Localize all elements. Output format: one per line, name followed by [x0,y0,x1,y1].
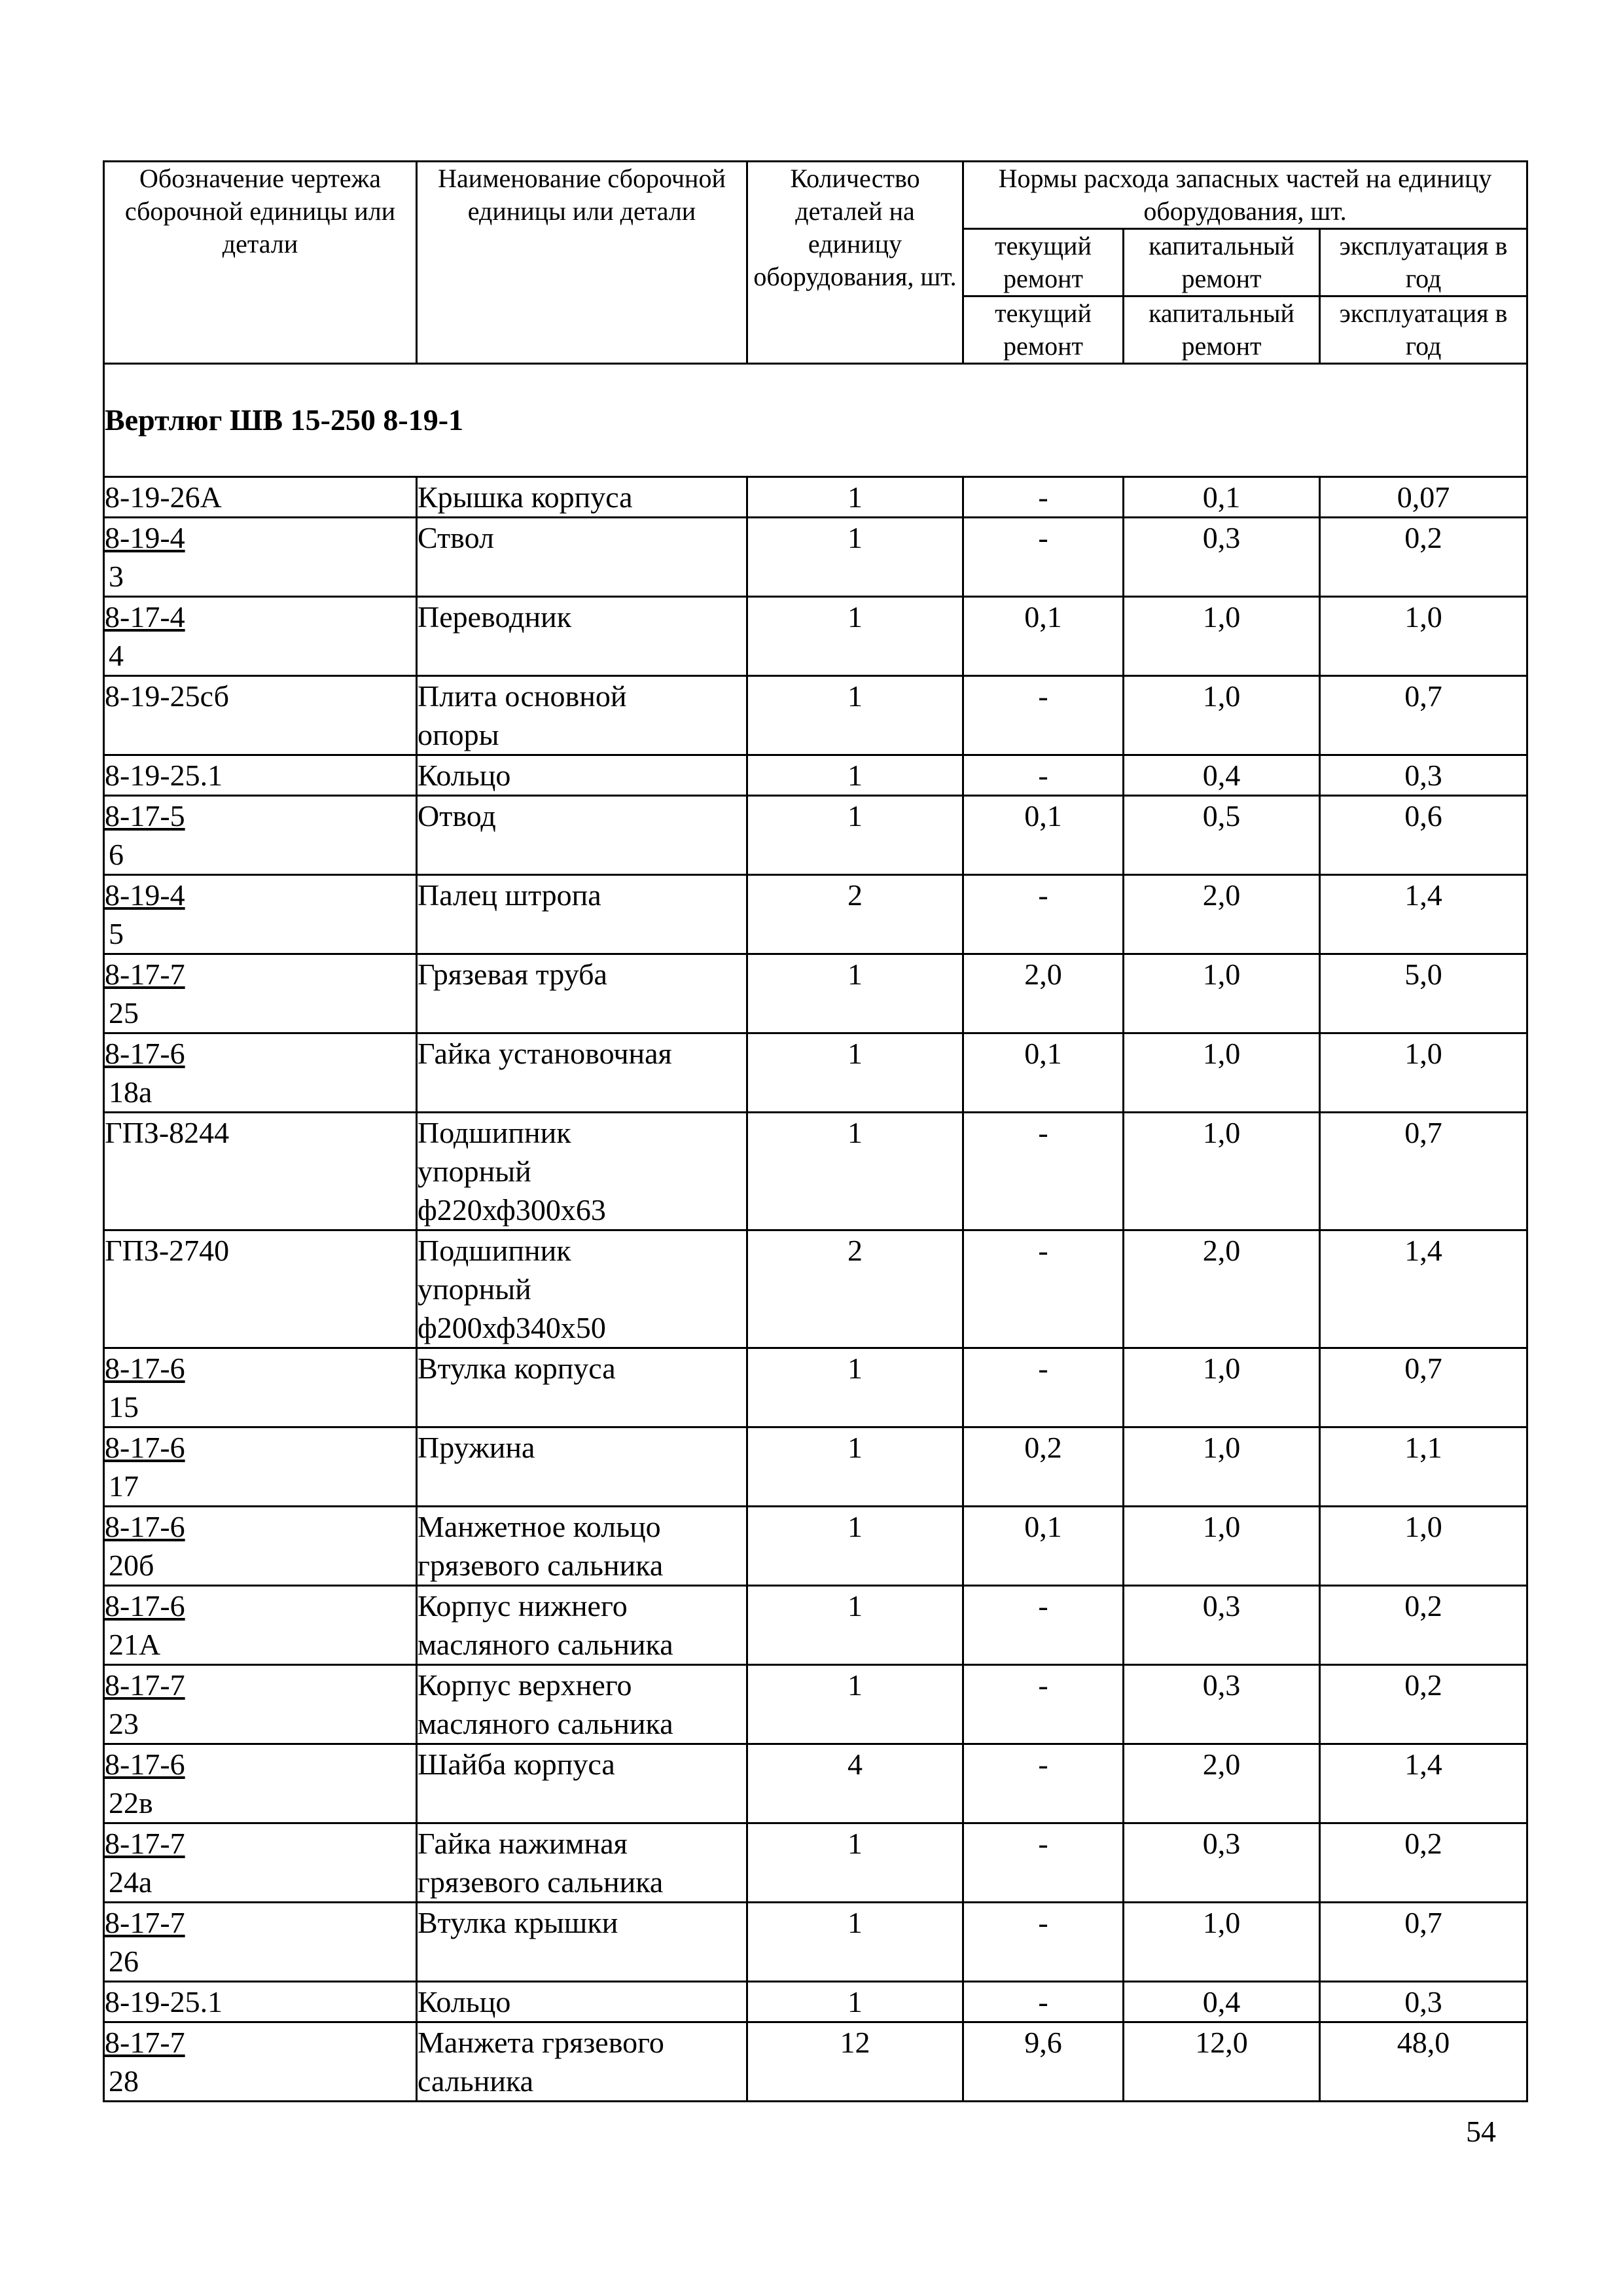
designation-position: 4 [109,639,124,672]
quantity-cell: 12 [747,2022,963,2102]
designation-code: 8-19-26А [105,480,222,514]
name-cell [417,1507,747,1586]
name-cell [417,1033,747,1113]
current-repair-cell: 0,1 [963,1507,1124,1586]
operation-cell: 0,07 [1320,477,1527,518]
name-cell [417,755,747,796]
current-repair-cell: 0,1 [963,1033,1124,1113]
current-repair-cell: - [963,1665,1124,1744]
designation-code: 8-17-7 [105,1827,185,1860]
current-repair-cell: - [963,518,1124,597]
table-row [104,1903,1527,1982]
operation-cell: 1,4 [1320,1230,1527,1348]
table-row [104,1744,1527,1823]
designation-cell [104,1507,417,1586]
name-line: масляного сальника [418,1707,673,1740]
name-line: Переводник [418,600,572,634]
operation-cell: 0,3 [1320,755,1527,796]
designation-cell [104,796,417,875]
capital-repair-cell: 2,0 [1124,1744,1320,1823]
designation-code: 8-17-4 [105,600,185,634]
designation-cell [104,2022,417,2102]
designation-code: ГПЗ-2740 [105,1234,230,1267]
col-header-capital-repair-2: капитальный ремонт [1124,296,1320,364]
designation-code: 8-19-25.1 [105,1985,223,2018]
quantity-cell: 1 [747,477,963,518]
designation-cell [104,1586,417,1665]
current-repair-cell: - [963,1903,1124,1982]
current-repair-cell: - [963,1230,1124,1348]
name-line: Палец штропа [418,878,601,912]
quantity-cell: 1 [747,1586,963,1665]
name-line: Ствол [418,521,494,554]
quantity-cell: 1 [747,676,963,755]
name-line: Гайка нажимная [418,1827,628,1860]
operation-cell: 0,2 [1320,1586,1527,1665]
name-cell [417,1665,747,1744]
current-repair-cell: - [963,1823,1124,1903]
name-cell [417,1744,747,1823]
current-repair-cell: - [963,676,1124,755]
designation-cell [104,1113,417,1230]
current-repair-cell: 9,6 [963,2022,1124,2102]
name-cell [417,1427,747,1507]
name-line: Манжета грязевого [418,2026,664,2059]
col-header-operation-2: эксплуатация в год [1320,296,1527,364]
table-row [104,2022,1527,2102]
name-line: Плита основной [418,679,627,713]
capital-repair-cell: 12,0 [1124,2022,1320,2102]
table-row [104,518,1527,597]
name-cell [417,1113,747,1230]
designation-position: 22в [109,1786,153,1820]
quantity-cell: 1 [747,1033,963,1113]
designation-code: 8-17-7 [105,1668,185,1702]
name-line: сальника [418,2064,534,2098]
designation-position: 21А [109,1628,161,1661]
current-repair-cell: 0,2 [963,1427,1124,1507]
name-line: грязевого сальника [418,1865,664,1899]
name-cell [417,954,747,1033]
spare-parts-table [103,160,1528,2102]
quantity-cell: 1 [747,1665,963,1744]
current-repair-cell: 2,0 [963,954,1124,1033]
operation-cell: 0,7 [1320,676,1527,755]
section-title: Вертлюг ШВ 15-250 8-19-1 [105,403,464,437]
designation-cell [104,875,417,954]
col-header-norms: Нормы расхода запасных частей на единицу оборудования, шт. [963,162,1527,229]
designation-position: 5 [109,917,124,950]
table-row [104,1427,1527,1507]
designation-code: 8-19-4 [105,878,185,912]
capital-repair-cell: 1,0 [1124,1033,1320,1113]
capital-repair-cell: 0,3 [1124,1823,1320,1903]
designation-code: 8-17-6 [105,1037,185,1070]
operation-cell: 1,0 [1320,1507,1527,1586]
name-cell [417,2022,747,2102]
designation-code: 8-17-6 [105,1589,185,1623]
operation-cell: 48,0 [1320,2022,1527,2102]
current-repair-cell: 0,1 [963,597,1124,676]
name-line: ф220хф300х63 [418,1193,606,1227]
name-line: Крышка корпуса [418,480,633,514]
table-row [104,1033,1527,1113]
table-row [104,796,1527,875]
designation-code: 8-19-25.1 [105,759,223,792]
name-cell [417,1586,747,1665]
capital-repair-cell: 1,0 [1124,954,1320,1033]
name-line: Манжетное кольцо [418,1510,661,1543]
col-header-designation: Обозначение чертежа сборочной единицы или детали [104,162,417,364]
quantity-cell: 1 [747,1113,963,1230]
col-header-quantity: Количество деталей на единицу оборудования, шт. [747,162,963,364]
designation-cell [104,1033,417,1113]
name-line: ф200хф340х50 [418,1311,606,1344]
operation-cell: 0,6 [1320,796,1527,875]
designation-position: 17 [109,1469,139,1503]
designation-cell [104,676,417,755]
operation-cell: 1,1 [1320,1427,1527,1507]
name-line: масляного сальника [418,1628,673,1661]
quantity-cell: 1 [747,796,963,875]
table-row [104,1113,1527,1230]
quantity-cell: 1 [747,954,963,1033]
quantity-cell: 1 [747,1507,963,1586]
designation-cell [104,477,417,518]
table-row [104,676,1527,755]
name-cell [417,518,747,597]
designation-position: 6 [109,838,124,871]
capital-repair-cell: 1,0 [1124,1113,1320,1230]
designation-code: 8-17-6 [105,1748,185,1781]
designation-code: ГПЗ-8244 [105,1116,230,1149]
designation-position: 25 [109,996,139,1030]
designation-position: 23 [109,1707,139,1740]
operation-cell: 0,2 [1320,1823,1527,1903]
capital-repair-cell: 1,0 [1124,597,1320,676]
capital-repair-cell: 0,4 [1124,755,1320,796]
designation-position: 28 [109,2064,139,2098]
col-header-name: Наименование сборочной единицы или детали [417,162,747,364]
operation-cell: 0,7 [1320,1903,1527,1982]
capital-repair-cell: 0,1 [1124,477,1320,518]
table-row [104,1230,1527,1348]
table-body [104,477,1527,2102]
name-line: Пружина [418,1431,535,1464]
designation-code: 8-19-4 [105,521,185,554]
capital-repair-cell: 1,0 [1124,1903,1320,1982]
operation-cell: 0,7 [1320,1348,1527,1427]
name-cell [417,1823,747,1903]
designation-cell [104,597,417,676]
current-repair-cell: - [963,1113,1124,1230]
current-repair-cell: 0,1 [963,796,1124,875]
name-cell [417,477,747,518]
name-line: Гайка установочная [418,1037,672,1070]
table-row [104,954,1527,1033]
table-row [104,875,1527,954]
current-repair-cell: - [963,477,1124,518]
current-repair-cell: - [963,1744,1124,1823]
designation-cell [104,1823,417,1903]
capital-repair-cell: 1,0 [1124,1427,1320,1507]
capital-repair-cell: 0,3 [1124,518,1320,597]
designation-code: 8-17-6 [105,1352,185,1385]
name-line: упорный [418,1272,531,1306]
name-line: Корпус нижнего [418,1589,628,1623]
table-row [104,597,1527,676]
capital-repair-cell: 0,4 [1124,1982,1320,2022]
operation-cell: 5,0 [1320,954,1527,1033]
name-cell [417,796,747,875]
table-row [104,1507,1527,1586]
col-header-capital-repair: капитальный ремонт [1124,229,1320,296]
table-row [104,1665,1527,1744]
operation-cell: 0,2 [1320,518,1527,597]
designation-cell [104,1665,417,1744]
name-line: Втулка крышки [418,1906,618,1939]
designation-position: 26 [109,1945,139,1978]
capital-repair-cell: 2,0 [1124,1230,1320,1348]
designation-position: 3 [109,560,124,593]
quantity-cell: 1 [747,755,963,796]
current-repair-cell: - [963,1348,1124,1427]
page-number: 54 [1466,2115,1496,2148]
table-row [104,755,1527,796]
operation-cell: 1,4 [1320,875,1527,954]
capital-repair-cell: 2,0 [1124,875,1320,954]
name-line: опоры [418,718,499,751]
name-line: Подшипник [418,1234,571,1267]
operation-cell: 1,4 [1320,1744,1527,1823]
designation-code: 8-19-25сб [105,679,230,713]
table-row [104,1982,1527,2022]
operation-cell: 1,0 [1320,597,1527,676]
table-row [104,477,1527,518]
table-row [104,1823,1527,1903]
operation-cell: 0,2 [1320,1665,1527,1744]
current-repair-cell: - [963,1982,1124,2022]
operation-cell: 0,3 [1320,1982,1527,2022]
designation-code: 8-17-7 [105,2026,185,2059]
designation-cell [104,1982,417,2022]
col-header-current-repair-2: текущий ремонт [963,296,1124,364]
name-cell [417,1903,747,1982]
quantity-cell: 2 [747,1230,963,1348]
quantity-cell: 1 [747,1903,963,1982]
name-line: Корпус верхнего [418,1668,632,1702]
designation-position: 24а [109,1865,152,1899]
quantity-cell: 1 [747,1348,963,1427]
quantity-cell: 2 [747,875,963,954]
col-header-operation: эксплуатация в год [1320,229,1527,296]
name-line: Кольцо [418,1985,511,2018]
designation-code: 8-17-7 [105,1906,185,1939]
capital-repair-cell: 0,3 [1124,1665,1320,1744]
designation-cell [104,1903,417,1982]
designation-cell [104,954,417,1033]
name-cell [417,1348,747,1427]
designation-cell [104,1348,417,1427]
quantity-cell: 1 [747,1982,963,2022]
designation-code: 8-17-5 [105,799,185,833]
designation-code: 8-17-7 [105,958,185,991]
capital-repair-cell: 0,3 [1124,1586,1320,1665]
designation-cell [104,1744,417,1823]
name-line: Кольцо [418,759,511,792]
capital-repair-cell: 0,5 [1124,796,1320,875]
capital-repair-cell: 1,0 [1124,1348,1320,1427]
designation-code: 8-17-6 [105,1510,185,1543]
quantity-cell: 1 [747,1823,963,1903]
current-repair-cell: - [963,1586,1124,1665]
quantity-cell: 4 [747,1744,963,1823]
name-line: Шайба корпуса [418,1748,615,1781]
current-repair-cell: - [963,755,1124,796]
table-row [104,1348,1527,1427]
designation-cell [104,1230,417,1348]
name-cell [417,597,747,676]
name-line: Втулка корпуса [418,1352,616,1385]
table-row [104,1586,1527,1665]
capital-repair-cell: 1,0 [1124,1507,1320,1586]
name-line: грязевого сальника [418,1549,664,1582]
designation-position: 15 [109,1390,139,1424]
current-repair-cell: - [963,875,1124,954]
operation-cell: 1,0 [1320,1033,1527,1113]
designation-position: 18а [109,1075,152,1109]
designation-cell [104,1427,417,1507]
name-cell [417,676,747,755]
name-cell [417,1230,747,1348]
name-cell [417,875,747,954]
col-header-current-repair: текущий ремонт [963,229,1124,296]
designation-code: 8-17-6 [105,1431,185,1464]
section-title-cell [104,364,1527,477]
name-cell [417,1982,747,2022]
quantity-cell: 1 [747,518,963,597]
name-line: Подшипник [418,1116,571,1149]
name-line: Отвод [418,799,496,833]
capital-repair-cell: 1,0 [1124,676,1320,755]
quantity-cell: 1 [747,1427,963,1507]
quantity-cell: 1 [747,597,963,676]
designation-cell [104,518,417,597]
operation-cell: 0,7 [1320,1113,1527,1230]
designation-cell [104,755,417,796]
designation-position: 20б [109,1549,154,1582]
name-line: упорный [418,1155,531,1188]
name-line: Грязевая труба [418,958,607,991]
